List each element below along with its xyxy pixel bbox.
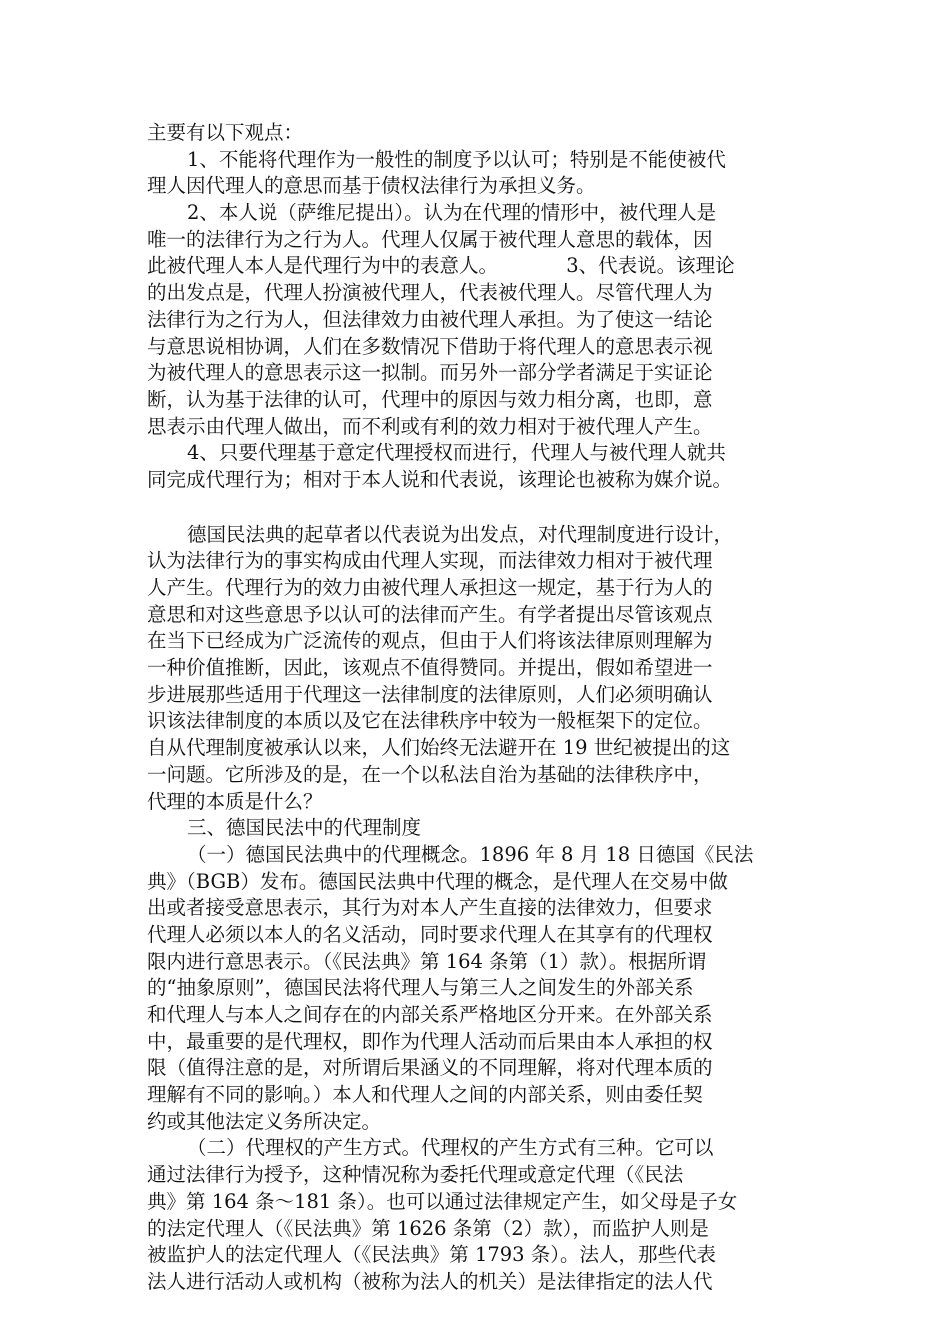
text-line: 的法定代理人（《民法典》第 1626 条第（2）款），而监护人则是	[147, 1216, 709, 1240]
text-line: 限（值得注意的是，对所谓后果涵义的不同理解，将对代理本质的	[147, 1056, 713, 1080]
text-line: 步进展那些适用于代理这一法律制度的法律原则，人们必须明确认	[147, 682, 713, 706]
text-line: 被监护人的法定代理人（《民法典》第 1793 条）。法人，那些代表	[147, 1243, 717, 1267]
text-line: 自从代理制度被承认以来，人们始终无法避开在 19 世纪被提出的这	[147, 736, 731, 760]
text-line: 法律行为之行为人，但法律效力由被代理人承担。为了使这一结论	[147, 307, 713, 331]
text-line: 和代理人与本人之间存在的内部关系严格地区分开来。在外部关系	[147, 1003, 713, 1026]
document-body	[147, 120, 807, 1296]
text-line: （二）代理权的产生方式。代理权的产生方式有三种。它可以	[187, 1136, 714, 1160]
text-line: （一）德国民法典中的代理概念。1896 年 8 月 18 日德国《民法	[187, 842, 754, 866]
text-line: 4、只要代理基于意定代理授权而进行，代理人与被代理人就共	[187, 441, 726, 465]
text-line: 2、本人说（萨维尼提出）。认为在代理的情形中，被代理人是	[187, 201, 717, 225]
text-line: 主要有以下观点：	[147, 121, 304, 144]
text-line: 一种价值推断，因此，该观点不值得赞同。并提出，假如希望进一	[147, 656, 713, 680]
text-line: 与意思说相协调，人们在多数情况下借助于将代理人的意思表示视	[147, 334, 713, 358]
text-line: 一问题。它所涉及的是，在一个以私法自治为基础的法律秩序中，	[147, 762, 713, 786]
text-line: 法人进行活动人或机构（被称为法人的机关）是法律指定的法人代	[147, 1269, 713, 1293]
text-line: 典》第 164 条～181 条）。也可以通过法律规定产生，如父母是子女	[147, 1189, 738, 1213]
text-line: 德国民法典的起草者以代表说为出发点，对代理制度进行设计，	[187, 522, 734, 546]
text-line: 的出发点是，代理人扮演被代理人，代表被代理人。尽管代理人为	[147, 281, 713, 305]
section-heading: 三、德国民法中的代理制度	[187, 816, 422, 840]
text-line: 为被代理人的意思表示这一拟制。而另外一部分学者满足于实证论	[147, 361, 713, 385]
text-line: 1、不能将代理作为一般性的制度予以认可；特别是不能使被代	[187, 147, 726, 171]
text-line: 理解有不同的影响。）本人和代理人之间的内部关系，则由委任契	[147, 1083, 703, 1107]
text-line: 典》（BGB）发布。德国民法典中代理的概念，是代理人在交易中做	[147, 869, 728, 893]
text-line: 唯一的法律行为之行为人。代理人仅属于被代理人意思的载体，因	[147, 227, 713, 251]
text-line: 限内进行意思表示。（《民法典》第 164 条第（1）款）。根据所谓	[147, 949, 707, 973]
text-line: 思表示由代理人做出，而不利或有利的效力相对于被代理人产生。	[147, 414, 713, 438]
text-line: 人产生。代理行为的效力由被代理人承担这一规定，基于行为人的	[147, 576, 713, 599]
text-line: 代理的本质是什么？	[147, 789, 323, 813]
text-line: 认为法律行为的事实构成由代理人实现，而法律效力相对于被代理	[147, 549, 713, 573]
text-line: 意思和对这些意思予以认可的法律而产生。有学者提出尽管该观点	[147, 602, 713, 626]
text-line: 在当下已经成为广泛流传的观点，但由于人们将该法律原则理解为	[147, 629, 713, 653]
text-line: 出或者接受意思表示，其行为对本人产生直接的法律效力，但要求	[147, 896, 713, 920]
text-line: 识该法律制度的本质以及它在法律秩序中较为一般框架下的定位。	[147, 709, 713, 733]
text-line: 理人因代理人的意思而基于债权法律行为承担义务。	[147, 174, 596, 198]
text-line: 断，认为基于法律的认可，代理中的原因与效力相分离，也即，意	[147, 387, 713, 411]
text-line: 约或其他法定义务所决定。	[147, 1109, 382, 1133]
text-line: 代理人必须以本人的名义活动，同时要求代理人在其享有的代理权	[147, 922, 713, 946]
text-line: 通过法律行为授予，这种情况称为委托代理或意定代理（《民法	[147, 1163, 684, 1187]
text-line: 此被代理人本人是代理行为中的表意人。 3、代表说。该理论	[147, 254, 735, 278]
text-line: 中，最重要的是代理权，即作为代理人活动而后果由本人承担的权	[147, 1029, 713, 1053]
text-line: 同完成代理行为；相对于本人说和代表说，该理论也被称为媒介说。	[147, 467, 733, 491]
paragraph-gap	[147, 494, 807, 522]
text-line: 的“抽象原则”，德国民法将代理人与第三人之间发生的外部关系	[147, 976, 694, 1000]
